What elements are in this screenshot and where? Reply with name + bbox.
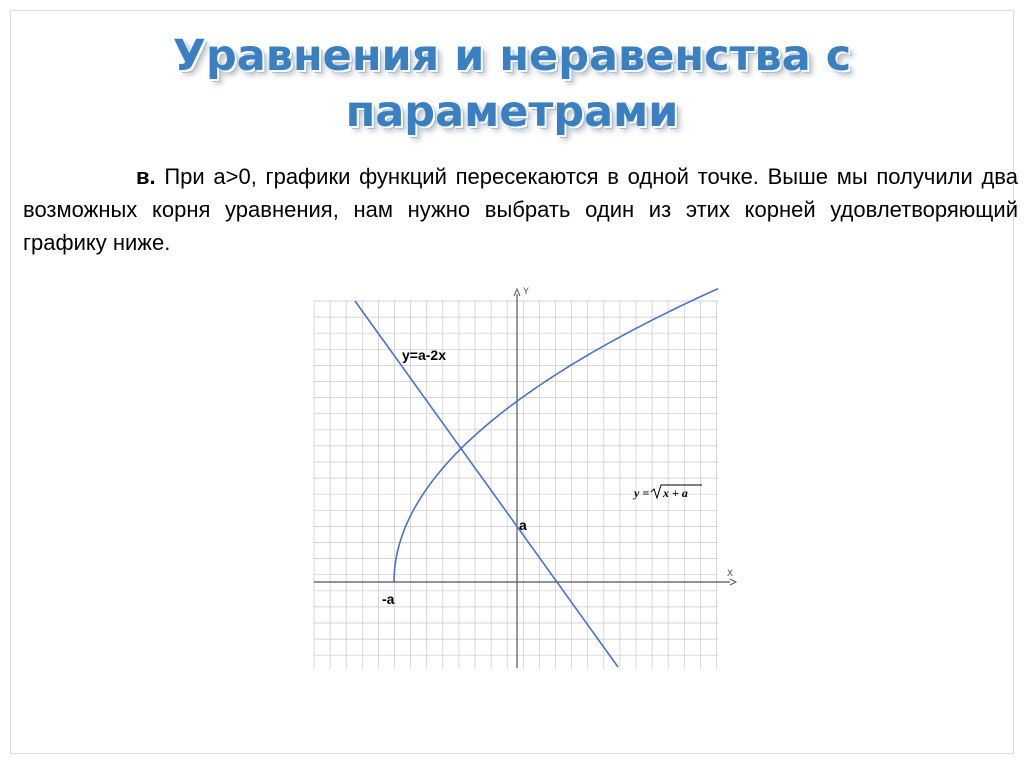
sqrt-label-y: y = (634, 486, 650, 500)
point-neg-a-label: -a (382, 591, 395, 607)
body-paragraph (23, 160, 1018, 259)
sqrt-curve-label (632, 485, 702, 500)
paragraph-text: При a>0, графики функций пересекаются в одной точке. Выше мы получили два возможных корня уравнения, нам нужно выбрать один из этих корней удовлетворяющий графику ниже. (23, 164, 1018, 255)
title-line-2: параметрами (345, 87, 679, 137)
function-graph (300, 282, 740, 692)
line-label: y=a-2x (402, 347, 446, 363)
point-a-label: a (519, 517, 527, 533)
x-axis-label: X (727, 568, 734, 578)
slide-title (0, 28, 1024, 140)
x-axis (314, 579, 736, 585)
sqrt-label-expr: x + a (663, 486, 688, 500)
y-axis-label: Y (523, 286, 530, 296)
grid (314, 301, 718, 669)
y-axis (514, 289, 520, 668)
title-line-1: Уравнения и неравенства с (172, 31, 852, 81)
item-label: в. (136, 164, 156, 189)
